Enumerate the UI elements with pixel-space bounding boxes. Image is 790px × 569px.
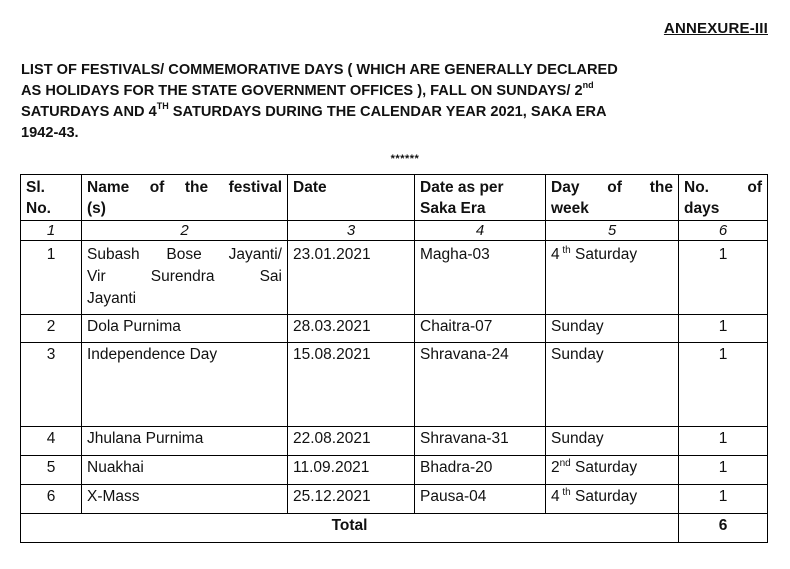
annexure-label: ANNEXURE-III [663, 20, 768, 37]
cell-day: Sunday [546, 343, 679, 427]
cell-saka: Chaitra-07 [415, 315, 546, 343]
cell-saka: Pausa-04 [415, 485, 546, 514]
cell-saka: Magha-03 [415, 241, 546, 315]
table-row [21, 315, 768, 343]
cell-festival: Jhulana Purnima [82, 427, 288, 456]
column-number: 5 [546, 221, 679, 241]
header-sl-no: Sl. No. [21, 175, 82, 221]
table-row [21, 456, 768, 485]
cell-sl: 4 [21, 427, 82, 456]
cell-date: 22.08.2021 [288, 427, 415, 456]
cell-days: 1 [679, 456, 768, 485]
cell-sl: 2 [21, 315, 82, 343]
table-header-row [21, 175, 768, 221]
cell-festival: X-Mass [82, 485, 288, 514]
cell-day: Sunday [546, 315, 679, 343]
separator-stars: ****** [390, 153, 420, 165]
cell-sl: 3 [21, 343, 82, 427]
cell-day: 2nd Saturday [546, 456, 679, 485]
heading-line-3-text: SATURDAYS AND 4 [21, 104, 157, 120]
header-festival-name: Name of the festival (s) [82, 175, 288, 221]
cell-date: 25.12.2021 [288, 485, 415, 514]
header-no-of-days: No. of days [679, 175, 768, 221]
cell-saka: Shravana-24 [415, 343, 546, 427]
cell-saka: Bhadra-20 [415, 456, 546, 485]
column-number: 1 [21, 221, 82, 241]
cell-sl: 5 [21, 456, 82, 485]
heading-line-3-rest: SATURDAYS DURING THE CALENDAR YEAR 2021, SAKA ERA [168, 104, 607, 120]
cell-day: 4 $^{th}$ Saturday [546, 485, 679, 514]
heading-line-4: 1942-43. [21, 125, 79, 141]
cell-sl: 6 [21, 485, 82, 514]
heading-line-2-sup: nd [582, 80, 594, 90]
cell-saka: Shravana-31 [415, 427, 546, 456]
column-number-row [21, 221, 768, 241]
cell-days: 1 [679, 315, 768, 343]
heading-line-3-sup: TH [156, 101, 169, 111]
cell-day: 4 $^{th}$ Saturday [546, 241, 679, 315]
cell-days: 1 [679, 485, 768, 514]
table-row [21, 241, 768, 315]
holiday-table [20, 174, 768, 543]
heading-line-1: LIST OF FESTIVALS/ COMMEMORATIVE DAYS ( WHICH ARE GENERALLY DECLARED [21, 62, 618, 78]
cell-days: 1 [679, 427, 768, 456]
cell-date: 15.08.2021 [288, 343, 415, 427]
total-days: 6 [679, 514, 768, 543]
cell-day: Sunday [546, 427, 679, 456]
document-heading [21, 60, 771, 144]
column-number: 3 [288, 221, 415, 241]
table-row [21, 343, 768, 427]
table-row [21, 427, 768, 456]
table-row [21, 485, 768, 514]
heading-line-3 [21, 102, 771, 123]
header-day-of-week: Day of the week [546, 175, 679, 221]
cell-date: 23.01.2021 [288, 241, 415, 315]
heading-line-2 [21, 81, 771, 102]
cell-days: 1 [679, 343, 768, 427]
column-number: 2 [82, 221, 288, 241]
header-saka-date: Date as per Saka Era [415, 175, 546, 221]
cell-date: 11.09.2021 [288, 456, 415, 485]
heading-line-2-text: AS HOLIDAYS FOR THE STATE GOVERNMENT OFFICES ), FALL ON SUNDAYS/ 2 [21, 83, 583, 99]
cell-festival: Independence Day [82, 343, 288, 427]
total-label: Total [21, 514, 679, 543]
header-date: Date [288, 175, 415, 221]
cell-festival: Dola Purnima [82, 315, 288, 343]
cell-festival: Nuakhai [82, 456, 288, 485]
cell-festival: Subash Bose Jayanti/ Vir Surendra Sai Jayanti [82, 241, 288, 315]
column-number: 6 [679, 221, 768, 241]
column-number: 4 [415, 221, 546, 241]
cell-days: 1 [679, 241, 768, 315]
cell-date: 28.03.2021 [288, 315, 415, 343]
total-row [21, 514, 768, 543]
cell-sl: 1 [21, 241, 82, 315]
